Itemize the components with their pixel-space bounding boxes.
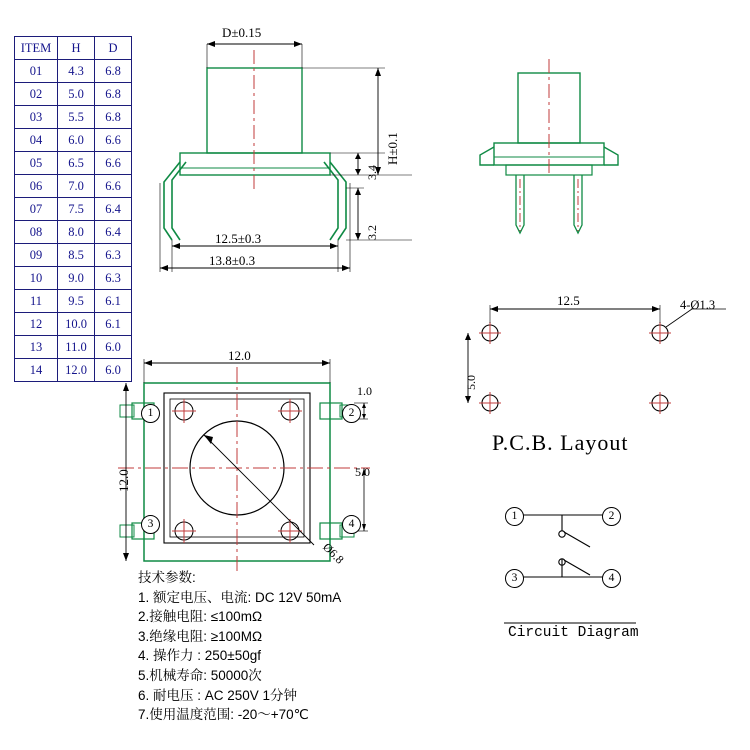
cell-h: 9.5 bbox=[58, 290, 95, 313]
table-row bbox=[15, 244, 132, 267]
cell-d: 6.0 bbox=[95, 359, 132, 382]
cell-item: 02 bbox=[15, 83, 58, 106]
circuit-terminal-1: 1 bbox=[505, 507, 524, 526]
cell-item: 03 bbox=[15, 106, 58, 129]
spec-table bbox=[14, 36, 132, 382]
cell-d: 6.4 bbox=[95, 221, 132, 244]
table-row bbox=[15, 152, 132, 175]
cell-item: 05 bbox=[15, 152, 58, 175]
table-header-item: ITEM bbox=[15, 37, 58, 60]
cell-d: 6.0 bbox=[95, 336, 132, 359]
circuit-terminal-4: 4 bbox=[602, 569, 621, 588]
cell-d: 6.8 bbox=[95, 106, 132, 129]
cell-h: 6.5 bbox=[58, 152, 95, 175]
pcb-dim-125: 12.5 bbox=[557, 293, 580, 308]
cell-item: 09 bbox=[15, 244, 58, 267]
table-row bbox=[15, 106, 132, 129]
front-view-dim-32: 3.2 bbox=[365, 225, 379, 240]
front-view-dim-125: 12.5±0.3 bbox=[215, 231, 262, 246]
cell-d: 6.6 bbox=[95, 129, 132, 152]
table-header-h: H bbox=[58, 37, 95, 60]
top-view-dim-10: 1.0 bbox=[357, 384, 372, 398]
top-view-dim-50: 5.0 bbox=[355, 465, 370, 479]
top-view-pin-1: 1 bbox=[141, 404, 160, 423]
tech-spec-line: 1. 额定电压、电流: DC 12V 50mA bbox=[138, 589, 342, 605]
table-row bbox=[15, 336, 132, 359]
cell-h: 10.0 bbox=[58, 313, 95, 336]
tech-spec-line: 2.接触电阻: ≤100mΩ bbox=[138, 609, 263, 625]
table-row bbox=[15, 175, 132, 198]
table-row bbox=[15, 359, 132, 382]
cell-h: 5.0 bbox=[58, 83, 95, 106]
pcb-dim-50: 5.0 bbox=[464, 375, 478, 390]
tech-spec-line: 3.绝缘电阻: ≥100MΩ bbox=[138, 628, 263, 644]
tech-spec-heading: 技术参数: bbox=[138, 570, 196, 585]
cell-h: 5.5 bbox=[58, 106, 95, 129]
cell-d: 6.1 bbox=[95, 313, 132, 336]
table-row bbox=[15, 129, 132, 152]
cell-item: 04 bbox=[15, 129, 58, 152]
cell-d: 6.8 bbox=[95, 60, 132, 83]
cell-d: 6.1 bbox=[95, 290, 132, 313]
tech-spec-line: 6. 耐电压 : AC 250V 1分钟 bbox=[138, 687, 298, 703]
top-view-dim-diameter: Ø6.8 bbox=[320, 540, 347, 567]
table-row bbox=[15, 221, 132, 244]
cell-h: 9.0 bbox=[58, 267, 95, 290]
cell-item: 01 bbox=[15, 60, 58, 83]
cell-item: 12 bbox=[15, 313, 58, 336]
cell-h: 6.0 bbox=[58, 129, 95, 152]
circuit-terminal-3: 3 bbox=[505, 569, 524, 588]
top-view-pin-4: 4 bbox=[342, 515, 361, 534]
front-view-dim-top: D±0.15 bbox=[222, 25, 262, 40]
table-row bbox=[15, 267, 132, 290]
cell-item: 07 bbox=[15, 198, 58, 221]
cell-h: 4.3 bbox=[58, 60, 95, 83]
table-header-row bbox=[15, 37, 132, 60]
top-view-dim-width: 12.0 bbox=[228, 348, 251, 363]
tech-spec-line: 7.使用温度范围: -20～+70℃ bbox=[138, 707, 309, 723]
cell-h: 7.5 bbox=[58, 198, 95, 221]
pcb-layout-title: P.C.B. Layout bbox=[492, 430, 629, 455]
cell-d: 6.8 bbox=[95, 83, 132, 106]
table-row bbox=[15, 83, 132, 106]
cell-h: 12.0 bbox=[58, 359, 95, 382]
pcb-hole-note: 4-Ø1.3 bbox=[680, 298, 716, 312]
circuit-terminal-2: 2 bbox=[602, 507, 621, 526]
table-row bbox=[15, 60, 132, 83]
cell-item: 14 bbox=[15, 359, 58, 382]
cell-item: 11 bbox=[15, 290, 58, 313]
table-header-d: D bbox=[95, 37, 132, 60]
top-view-drawing bbox=[118, 345, 378, 575]
front-view-dim-height: H±0.1 bbox=[385, 132, 400, 165]
cell-d: 6.3 bbox=[95, 267, 132, 290]
circuit-diagram-title: Circuit Diagram bbox=[508, 625, 639, 641]
cell-item: 13 bbox=[15, 336, 58, 359]
top-view-pin-2: 2 bbox=[342, 404, 361, 423]
table-row bbox=[15, 290, 132, 313]
cell-item: 10 bbox=[15, 267, 58, 290]
technical-specification bbox=[138, 568, 341, 725]
top-view-dim-height: 12.0 bbox=[116, 469, 131, 492]
cell-d: 6.6 bbox=[95, 175, 132, 198]
side-view-drawing bbox=[470, 55, 670, 255]
pcb-layout-drawing bbox=[460, 295, 730, 425]
cell-d: 6.3 bbox=[95, 244, 132, 267]
cell-h: 11.0 bbox=[58, 336, 95, 359]
cell-d: 6.6 bbox=[95, 152, 132, 175]
front-view-dim-138: 13.8±0.3 bbox=[209, 253, 256, 268]
table-row bbox=[15, 198, 132, 221]
cell-item: 08 bbox=[15, 221, 58, 244]
cell-d: 6.4 bbox=[95, 198, 132, 221]
cell-h: 8.5 bbox=[58, 244, 95, 267]
cell-item: 06 bbox=[15, 175, 58, 198]
front-view-dim-34: 3.4 bbox=[365, 165, 379, 180]
table-row bbox=[15, 313, 132, 336]
cell-h: 7.0 bbox=[58, 175, 95, 198]
tech-spec-line: 5.机械寿命: 50000次 bbox=[138, 667, 262, 683]
cell-h: 8.0 bbox=[58, 221, 95, 244]
tech-spec-line: 4. 操作力 : 250±50gf bbox=[138, 648, 261, 664]
top-view-pin-3: 3 bbox=[141, 515, 160, 534]
